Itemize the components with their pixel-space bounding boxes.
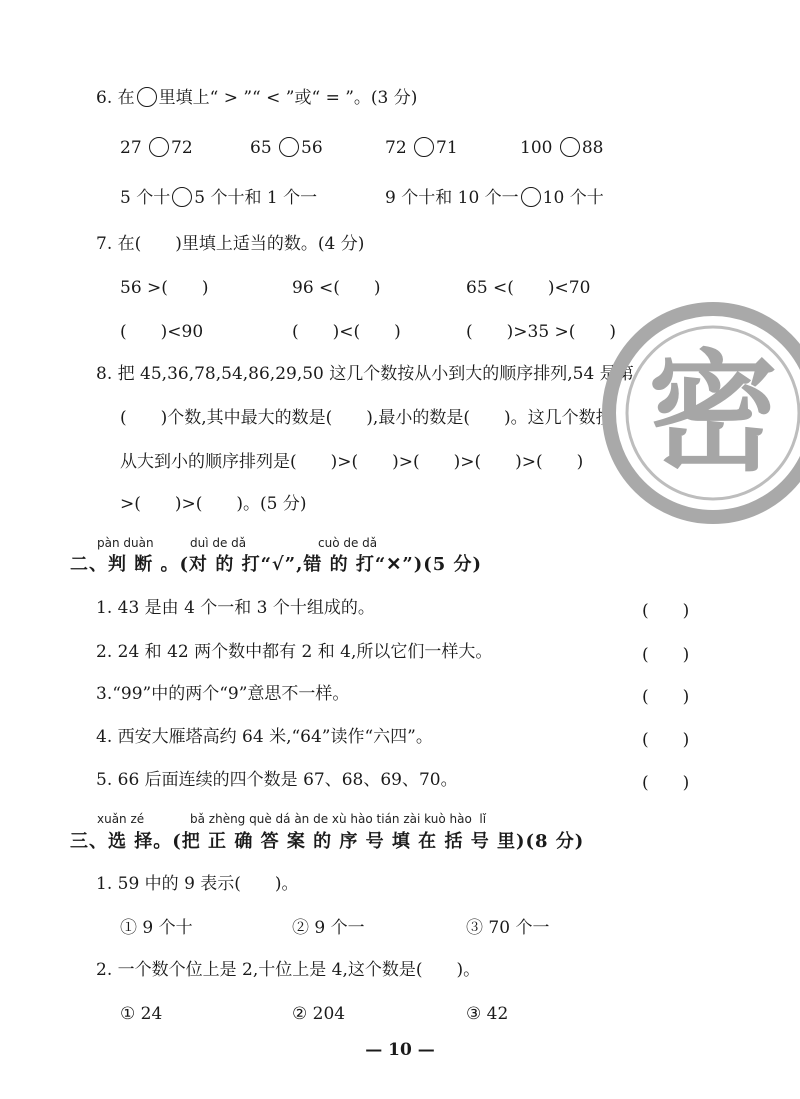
choice-q2-option-3[interactable]: ③ 42 xyxy=(466,1004,509,1024)
compare-circle-icon[interactable] xyxy=(414,137,434,157)
q8-line-3[interactable]: 从大到小的顺序排列是( )>( )>( )>( )>( ) xyxy=(120,452,584,472)
choice-q1-stem: 1. 59 中的 9 表示( )。 xyxy=(96,874,299,894)
judge-answer-4[interactable]: ( ) xyxy=(642,730,690,750)
judge-answer-1[interactable]: ( ) xyxy=(642,601,690,621)
judge-item-2: 2. 24 和 42 两个数中都有 2 和 4,所以它们一样大。 xyxy=(96,642,493,662)
choice-q2-option-2[interactable]: ② 204 xyxy=(292,1004,346,1024)
compare-circle-icon[interactable] xyxy=(149,137,169,157)
q7-blank-6[interactable]: ( )>35 >( ) xyxy=(466,322,617,342)
choice-q1-option-2[interactable]: ② 9 个一 xyxy=(292,918,365,938)
compare-circle-icon[interactable] xyxy=(172,187,192,207)
q7-blank-1[interactable]: 56 >( ) xyxy=(120,278,209,298)
q7-blank-2[interactable]: 96 <( ) xyxy=(292,278,381,298)
confidential-seal-icon xyxy=(598,298,800,528)
section2-pinyin-2: duì de dǎ xyxy=(190,536,247,550)
q6-item-4: 100 88 xyxy=(520,138,604,158)
judge-item-4: 4. 西安大雁塔高约 64 米,“64”读作“六四”。 xyxy=(96,727,433,747)
q6-item-6: 9 个十和 10 个一 10 个十 xyxy=(385,188,604,208)
judge-item-1: 1. 43 是由 4 个一和 3 个十组成的。 xyxy=(96,598,375,618)
judge-item-3: 3.“99”中的两个“9”意思不一样。 xyxy=(96,684,350,704)
q8-line-2[interactable]: ( )个数,其中最大的数是( ),最小的数是( )。这几个数按 xyxy=(120,408,613,428)
section2-pinyin-3: cuò de dǎ xyxy=(318,536,378,550)
q6-item-1: 27 72 xyxy=(120,138,193,158)
judge-answer-5[interactable]: ( ) xyxy=(642,773,690,793)
compare-circle-icon[interactable] xyxy=(521,187,541,207)
q7-title: 7. 在( )里填上适当的数。(4 分) xyxy=(96,234,365,254)
seal-character: 密 xyxy=(647,336,779,489)
blank-circle-icon[interactable] xyxy=(137,87,157,107)
page-number: — 10 — xyxy=(365,1040,435,1060)
q6-item-3: 72 71 xyxy=(385,138,458,158)
compare-circle-icon[interactable] xyxy=(279,137,299,157)
section3-pinyin-2: bǎ zhèng què dá àn de xù hào tián zài kuò hào lǐ xyxy=(190,812,487,826)
choice-q2-option-1[interactable]: ① 24 xyxy=(120,1004,163,1024)
choice-q1-option-1[interactable]: ① 9 个十 xyxy=(120,918,193,938)
q8-line-1: 8. 把 45,36,78,54,86,29,50 这几个数按从小到大的顺序排列,54 是第 xyxy=(96,364,634,384)
q6-title: 6. 在 里填上“ > ”“ < ”或“ = ”。(3 分) xyxy=(96,88,418,108)
q6-item-5: 5 个十 5 个十和 1 个一 xyxy=(120,188,318,208)
compare-circle-icon[interactable] xyxy=(560,137,580,157)
q7-blank-4[interactable]: ( )<90 xyxy=(120,322,204,342)
q6-item-2: 65 56 xyxy=(250,138,323,158)
section2-pinyin-1: pàn duàn xyxy=(97,536,154,550)
section3-pinyin-1: xuǎn zé xyxy=(97,812,145,826)
q7-blank-3[interactable]: 65 <( )<70 xyxy=(466,278,591,298)
judge-answer-3[interactable]: ( ) xyxy=(642,687,690,707)
choice-q1-option-3[interactable]: ③ 70 个一 xyxy=(466,918,550,938)
section3-title: 三、选 择。(把 正 确 答 案 的 序 号 填 在 括 号 里)(8 分) xyxy=(70,831,585,852)
judge-answer-2[interactable]: ( ) xyxy=(642,645,690,665)
section2-title: 二、判 断 。(对 的 打“√”,错 的 打“✕”)(5 分) xyxy=(70,554,483,575)
q7-blank-5[interactable]: ( )<( ) xyxy=(292,322,401,342)
judge-item-5: 5. 66 后面连续的四个数是 67、68、69、70。 xyxy=(96,770,458,790)
q8-line-4[interactable]: >( )>( )。(5 分) xyxy=(120,494,307,514)
choice-q2-stem: 2. 一个数个位上是 2,十位上是 4,这个数是( )。 xyxy=(96,960,481,980)
